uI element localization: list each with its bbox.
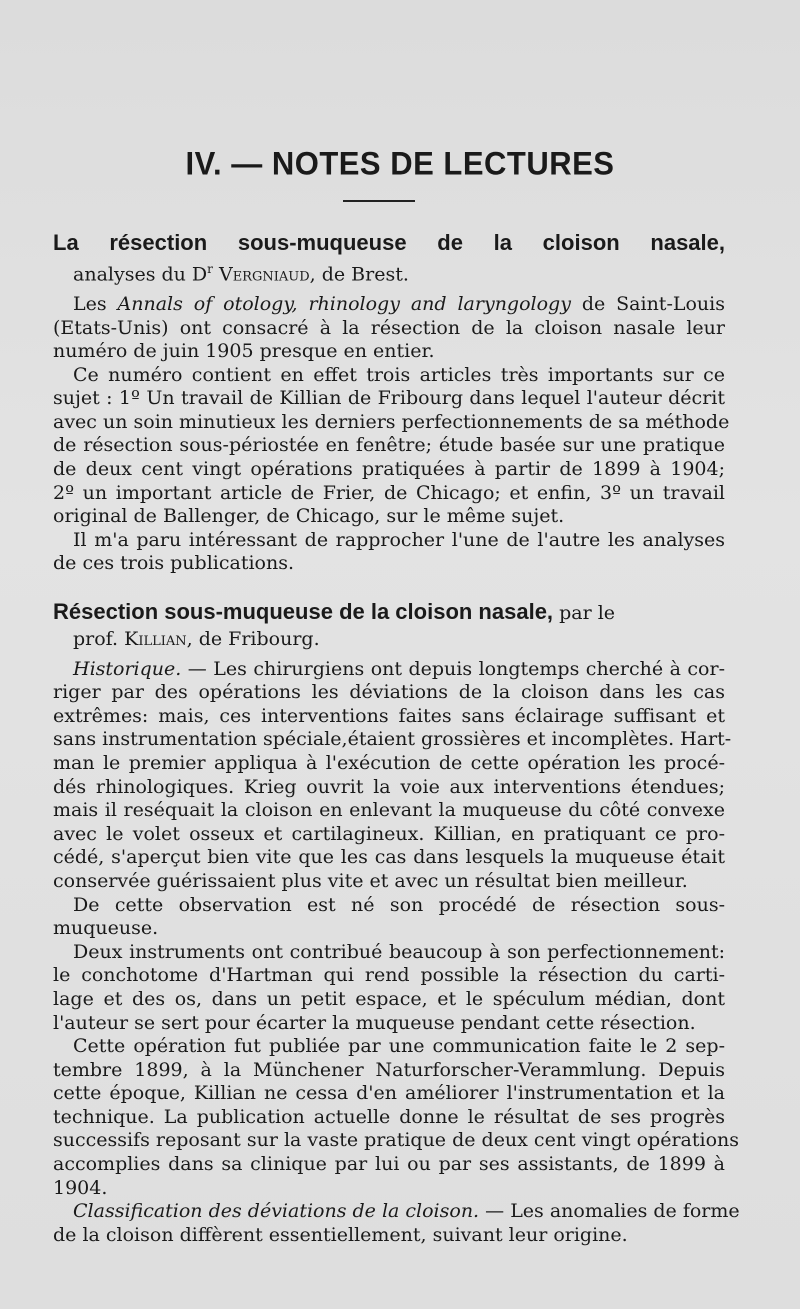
paragraph-line: l'auteur se sert pour écarter la muqueuse pendant cette résection. [53, 1011, 696, 1034]
paragraph-line: mais il reséquait la cloison en enlevant la muqueuse du côté convexe [53, 799, 725, 822]
article-1 [53, 228, 730, 576]
author-name: Killian [124, 628, 187, 650]
paragraph-line: le conchotome d'Hartman qui rend possible la résection du carti- [53, 964, 725, 987]
paragraph-line: accomplies dans sa clinique par lui ou par ses assistants, de 1899 à [53, 1153, 725, 1176]
paragraph-line: lage et des os, dans un petit espace, et le spéculum médian, dont [53, 987, 725, 1010]
paragraph-line: avec le volet osseux et cartilagineux. Killian, en pratiquant ce pro- [53, 822, 725, 845]
subsection-label: Classification des déviations de la cloison. [73, 1200, 480, 1223]
paragraph-line: cette époque, Killian ne cessa d'en améliorer l'instrumentation et la [53, 1082, 725, 1105]
paragraph-line: (Etats-Unis) ont consacré à la résection de la cloison nasale leur [53, 316, 725, 339]
paragraph-line: dés rhinologiques. Krieg ouvrit la voie aux interventions étendues; [53, 775, 725, 798]
paragraph-line: Ce numéro contient en effet trois articles très importants sur ce [73, 363, 725, 386]
section-title: IV. — NOTES DE LECTURES [185, 145, 615, 182]
author-name: Vergniaud [218, 263, 310, 286]
paragraph-line: Il m'a paru intéressant de rapprocher l'une de l'autre les analyses [73, 528, 725, 551]
article-2-byline: prof. Killian, de Fribourg. [73, 628, 320, 650]
paragraph-line: Les Annals of otology, rhinology and laryngology de Saint-Louis [73, 292, 725, 315]
paragraph-line: De cette observation est né son procédé de résection sous- [73, 893, 725, 916]
paragraph-line: Classification des déviations de la cloison. — Les anomalies de forme [73, 1200, 740, 1223]
paragraph-line: successifs reposant sur la vaste pratique de deux cent vingt opérations [53, 1129, 740, 1152]
paragraph-line: sans instrumentation spéciale,étaient grossières et incomplètes. Hart- [53, 728, 732, 751]
paragraph-line: cédé, s'aperçut bien vite que les cas dans lesquels la muqueuse était [53, 846, 725, 869]
paragraph-line: de ces trois publications. [53, 552, 295, 575]
paragraph-line: conservée guérissaient plus vite et avec un résultat bien meilleur. [53, 869, 688, 892]
article-1-heading: La résection sous-muqueuse de la cloison nasale, [53, 230, 725, 255]
paragraph-line: de la cloison diffèrent essentiellement, suivant leur origine. [53, 1223, 628, 1246]
paragraph-line: Historique. — Les chirurgiens ont depuis longtemps cherché à cor- [73, 657, 725, 680]
paragraph-line: tembre 1899, à la Münchener Naturforscher-Verammlung. Depuis [53, 1058, 725, 1081]
paragraph-line: avec un soin minutieux les derniers perfectionnements de sa méthode [53, 410, 730, 433]
paragraph-line: technique. La publication actuelle donne le résultat de ses progrès [53, 1105, 725, 1128]
paragraph-line: Cette opération fut publiée par une communication faite le 2 sep- [73, 1035, 725, 1058]
journal-title: Annals of otology, rhinology and laryngology [117, 292, 571, 315]
paragraph-line: sujet : 1º Un travail de Killian de Fribourg dans lequel l'auteur décrit [53, 387, 725, 410]
paragraph-line: 2º un important article de Frier, de Chicago; et enfin, 3º un travail [53, 481, 725, 504]
article-2 [53, 597, 740, 1247]
paragraph-line: Deux instruments ont contribué beaucoup à son perfectionnement: [73, 940, 725, 963]
article-2-heading: Résection sous-muqueuse de la cloison nasale, par le [53, 599, 616, 624]
title-rule [343, 200, 415, 202]
paragraph-line: muqueuse. [53, 917, 159, 940]
paragraph-line: original de Ballenger, de Chicago, sur le même sujet. [53, 505, 565, 528]
paragraph-line: man le premier appliqua à l'exécution de cette opération les procé- [53, 751, 725, 774]
paragraph-line: de deux cent vingt opérations pratiquées à partir de 1899 à 1904; [53, 458, 725, 481]
paragraph-line: extrêmes: mais, ces interventions faites sans éclairage suffisant et [53, 704, 725, 727]
article-1-byline: analyses du $D^r$ Vergniaud, de Brest. [73, 262, 409, 286]
paragraph-line: de résection sous-périostée en fenêtre; étude basée sur une pratique [53, 434, 725, 457]
paragraph-line: riger par des opérations les déviations de la cloison dans les cas [53, 681, 725, 704]
paragraph-line: numéro de juin 1905 presque en entier. [53, 340, 435, 363]
subsection-label: Historique. [73, 657, 182, 680]
paragraph-line: 1904. [53, 1176, 108, 1199]
